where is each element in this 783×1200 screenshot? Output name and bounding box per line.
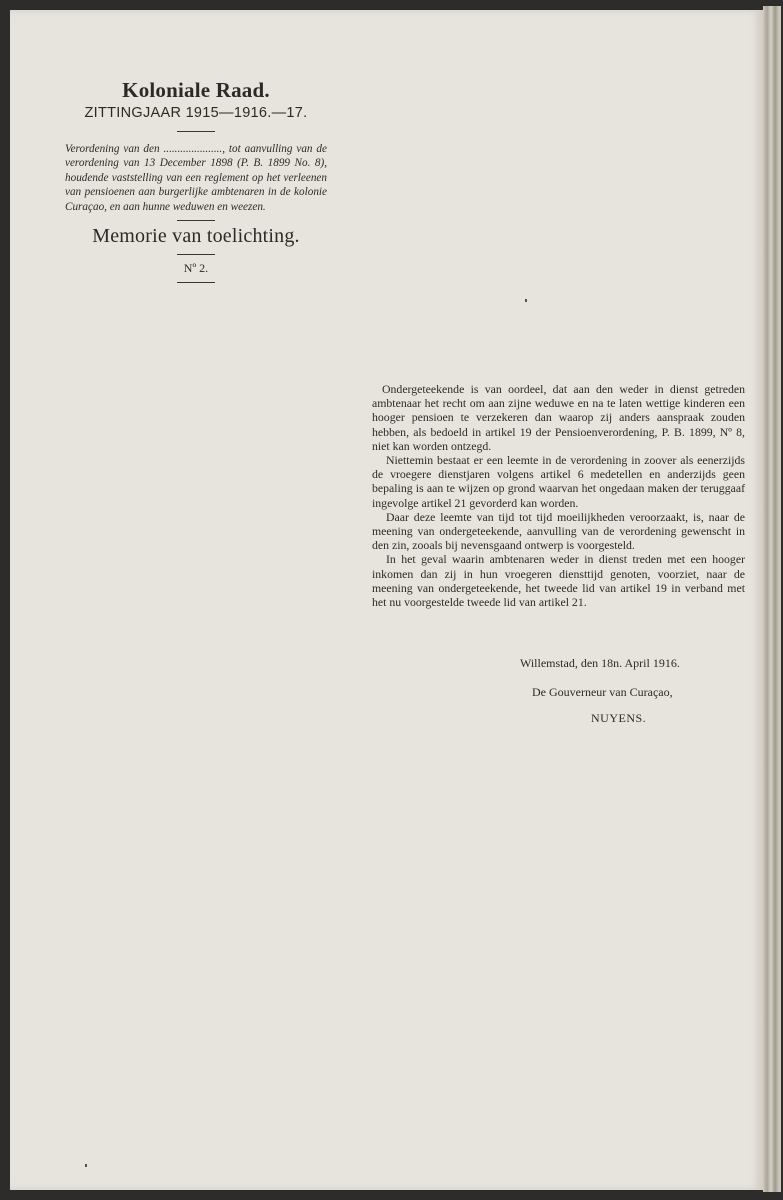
- body-paragraph: Daar deze leemte van tijd tot tijd moeilijkheden veroorzaakt, is, naar de meening van ondergeteekende, aanvulling van de verordening gewenscht in den zin, zooals bij nevensgaand ontwerp is voorgesteld.: [372, 509, 745, 553]
- body-paragraph: Niettemin bestaat er een leemte in de verordening in zoover als eenerzijds de vroegere dienstjaren volgens artikel 6 medetellen en anderzijds geen bepaling is aan te wijzen op grond waarvan het ongedaan maken der teruggaaf ingevolge artikel 21 gevorderd kan worden.: [372, 453, 745, 510]
- document-number: Nº 2.: [183, 261, 209, 276]
- divider: [177, 282, 215, 283]
- explanation-body: [372, 382, 745, 609]
- divider: [177, 220, 215, 221]
- council-title: Koloniale Raad.: [122, 78, 270, 102]
- header-block: [65, 70, 327, 283]
- session-year: ZITTINGJAAR 1915—1916.—17.: [84, 105, 308, 121]
- divider: [177, 131, 215, 132]
- paper-speck: [85, 1164, 87, 1167]
- divider: [177, 254, 215, 255]
- paper-speck: [525, 299, 527, 302]
- body-paragraph: Ondergeteekende is van oordeel, dat aan den weder in dienst getreden ambtenaar het recht om aan zijne weduwe en na te laten wettige kinderen een hooger pensioen te verzekeren dan waarop zij anders aanspraak zouden hebben, als bedoeld in artikel 19 der Pensioenverordening, P. B. 1899, Nº 8, niet kan worden ontzegd.: [372, 382, 745, 453]
- section-title: Memorie van toelichting.: [92, 225, 300, 248]
- page-edge: [763, 6, 781, 1192]
- signatory-role: De Gouverneur van Curaçao,: [532, 685, 673, 699]
- document-page: [10, 10, 763, 1190]
- signatory-name: NUYENS.: [591, 711, 647, 725]
- place-date: Willemstad, den 18n. April 1916.: [520, 656, 680, 670]
- body-paragraph: In het geval waarin ambtenaren weder in dienst treden met een hooger inkomen dan zij in hun vroegeren diensttijd genoten, voorziet, naar de meening van ondergeteekende, het tweede lid van artikel 19 in verband met het nu voorgestelde tweede lid van artikel 21.: [372, 552, 745, 610]
- ordinance-description: Verordening van den ....................., tot aanvulling van de verordening van 13 December 1898 (P. B. 1899 No. 8), houdende vaststelling van een reglement op het verleenen van pensioenen aan burgerlijke ambtenaren in de kolonie Curaçao, en aan hunne weduwen en weezen.: [65, 143, 327, 213]
